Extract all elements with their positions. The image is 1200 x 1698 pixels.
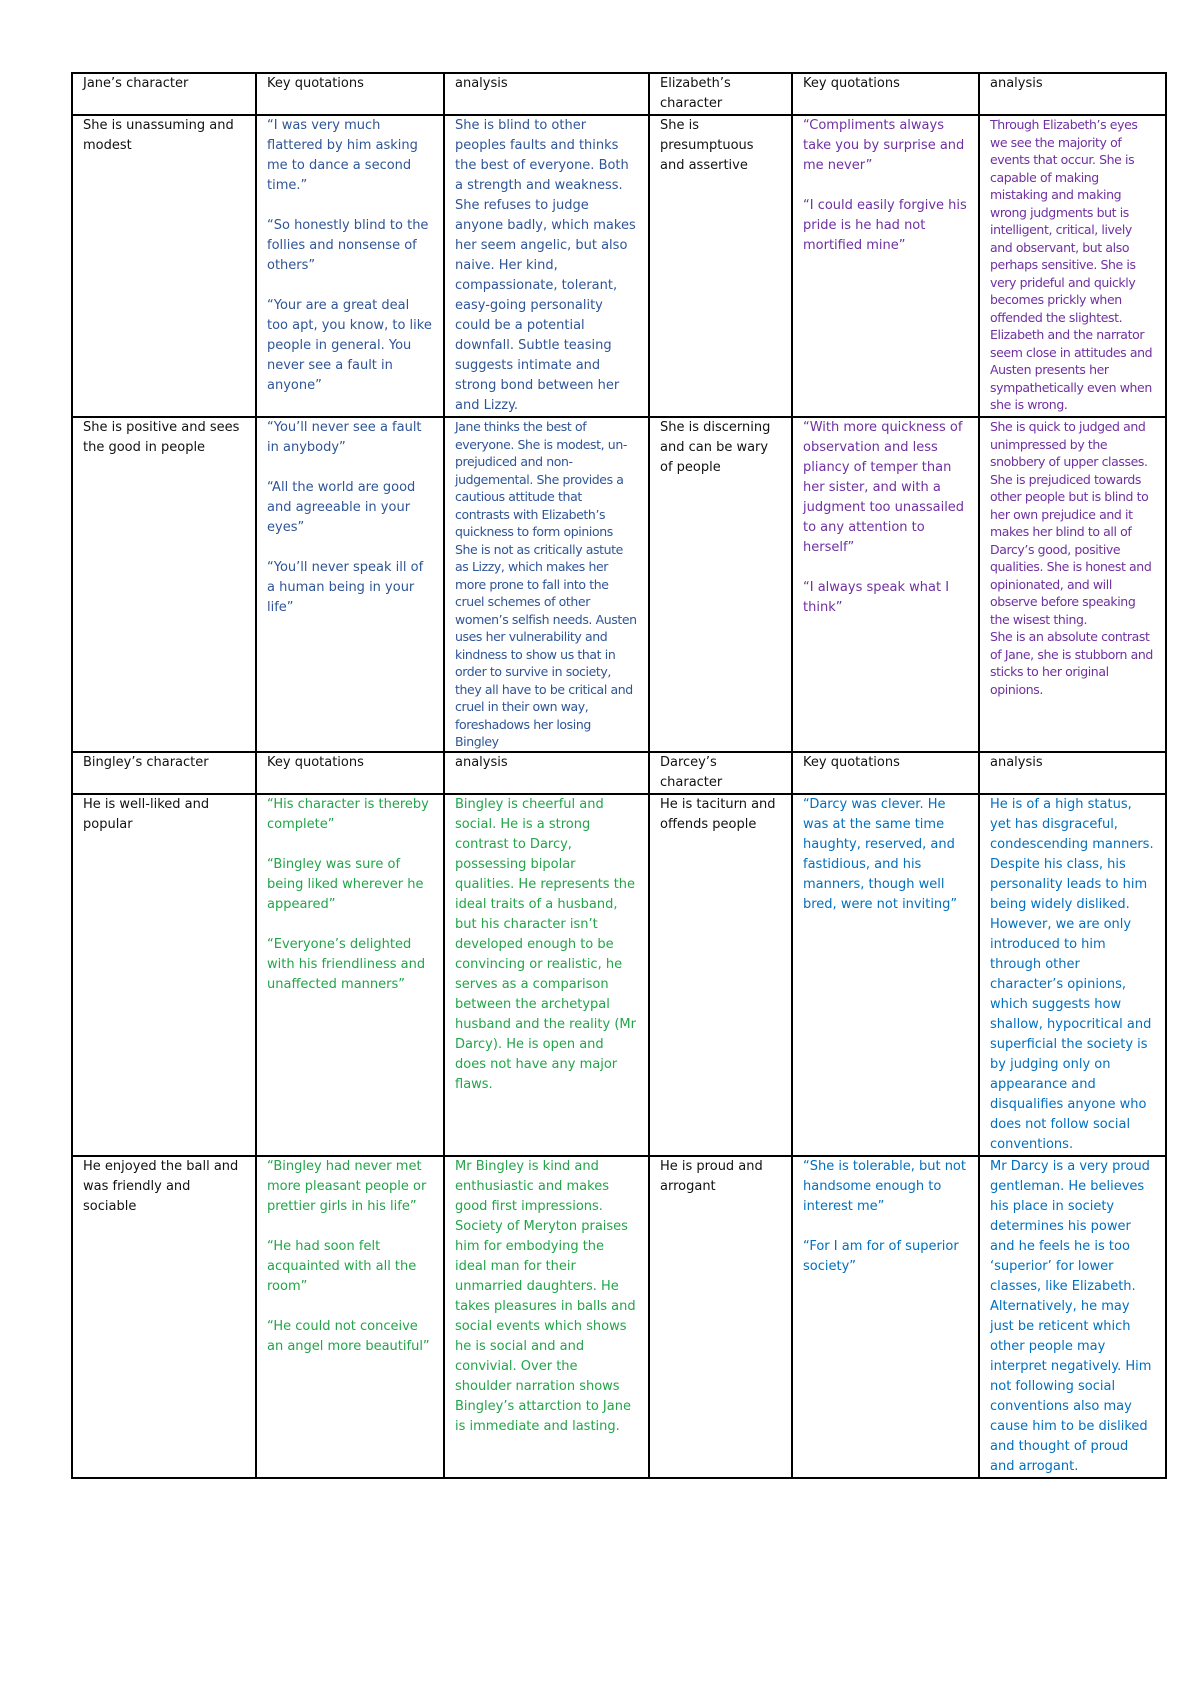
darcy-quotes-cell [792,794,979,1156]
header-analysis: analysis [455,76,508,91]
analysis-text: She is an absolute contrast of Jane, she is stubborn and sticks to her original opinions. [990,629,1153,697]
darcy-trait: He is proud and arrogant [660,1158,763,1194]
quote: “I could easily forgive his pride is he had not mortified mine” [803,198,967,253]
header-key-quotations: Key quotations [267,754,364,770]
analysis-text: She is not as critically astute as Lizzy, which makes her more prone to fall into the cruel schemes of other women’s selfish needs. Austen uses her vulnerability and kindness to show us that in order to survive in society, they all have to be critical and cruel in their own way, foreshadows her losing Bingley [455,541,637,749]
header-cell [649,752,792,794]
quote: “Compliments always take you by surprise and me never” [803,118,965,173]
darcy-trait-cell [649,1156,792,1478]
darcy-quotes-cell [792,1156,979,1478]
header-key-quotations: Key quotations [803,754,900,770]
jane-trait: She is positive and sees the good in people [83,420,240,455]
header-key-quotations: Key quotations [803,76,900,91]
header-cell [256,73,444,115]
bingley-quotes-cell [256,1156,444,1478]
bingley-quotes-cell [256,794,444,1156]
quote: “He had soon felt acquainted with all the room” [267,1238,417,1294]
analysis-text: He is of a high status, yet has disgraceful, condescending manners. Despite his class, his personality leads to him being widely disliked. However, we are only introduced to him through other character’s opinions, which suggests how shallow, hypocritical and superficial the society is by judging only on appearance and disqualifies anyone who does not follow social conventions. [990,796,1154,1152]
quote: “Darcy was clever. He was at the same time haughty, reserved, and fastidious, and his manners, though well bred, were not inviting” [803,796,958,912]
bingley-trait-cell [72,1156,256,1478]
bingley-analysis-cell [444,1156,649,1478]
header-cell [792,73,979,115]
quote: “I always speak what I think” [803,580,950,615]
header-analysis: analysis [990,76,1043,91]
jane-quotes-cell [256,115,444,417]
analysis-text: Bingley is cheerful and social. He is a strong contrast to Darcy, possessing bipolar qualities. He represents the ideal traits of a husband, but his character isn’t developed enough to be convincing or realistic, he serves as a comparison between the archetypal husband and the reality (Mr Darcy). He is open and does not have any major flaws. [455,796,636,1092]
header-bingley-character: Bingley’s character [83,754,209,770]
elizabeth-trait-cell [649,115,792,417]
quote: “Bingley had never met more pleasant people or prettier girls in his life” [267,1158,427,1214]
quote: “Your are a great deal too apt, you know, to like people in general. You never see a fault in anyone” [267,298,432,393]
analysis-text: Mr Bingley is kind and enthusiastic and makes good first impressions. Society of Meryton praises him for embodying the ideal man for their unmarried daughters. He takes pleasures in balls and social events which shows he is social and and convivial. Over the shoulder narration shows Bingley’s attarction to Jane is immediate and lasting. [455,1158,636,1434]
header-cell [979,73,1166,115]
analysis-text: She is quick to judged and unimpressed by the snobbery of upper classes. She is prejudiced towards other people but is blind to her own prejudice and it makes her blind to all of Darcy’s good, positive qualities. She is honest and opinionated, and will observe before speaking the wisest thing. [990,419,1152,627]
header-key-quotations: Key quotations [267,76,364,91]
jane-analysis-cell [444,115,649,417]
character-analysis-table [71,72,1167,1479]
analysis-text: She is blind to other peoples faults and thinks the best of everyone. Both a strength and weakness. She refuses to judge anyone badly, which makes her seem angelic, but also naive. Her kind, compassionate, tolerant, easy-going personality could be a potential downfall. Subtle teasing suggests intimate and strong bond between her and Lizzy. [455,118,636,413]
elizabeth-quotes-cell [792,417,979,752]
quote: “With more quickness of observation and less pliancy of temper than her sister, and with a judgment too unassailed to any attention to herself” [803,420,965,555]
jane-trait-cell [72,417,256,752]
jane-analysis-cell [444,417,649,752]
header-analysis: analysis [455,754,508,770]
bingley-trait: He enjoyed the ball and was friendly and sociable [83,1158,239,1214]
darcy-analysis-cell [979,1156,1166,1478]
darcy-analysis-cell [979,794,1166,1156]
elizabeth-analysis-cell [979,115,1166,417]
header-row-top [72,73,1166,115]
quote: “You’ll never see a fault in anybody” [267,420,422,455]
table-row [72,794,1166,1156]
header-row-bottom [72,752,1166,794]
header-cell [72,752,256,794]
jane-trait: She is unassuming and modest [83,118,234,153]
elizabeth-trait: She is discerning and can be wary of people [660,420,771,475]
table-row [72,1156,1166,1478]
header-jane-character: Jane’s character [83,76,189,91]
elizabeth-analysis-cell [979,417,1166,752]
jane-quotes-cell [256,417,444,752]
header-cell [979,752,1166,794]
darcy-trait: He is taciturn and offends people [660,796,776,832]
quote: “He could not conceive an angel more beautiful” [267,1318,430,1354]
bingley-analysis-cell [444,794,649,1156]
quote: “So honestly blind to the follies and nonsense of others” [267,218,429,273]
header-cell [792,752,979,794]
quote: “She is tolerable, but not handsome enough to interest me” [803,1158,966,1214]
quote: “All the world are good and agreeable in your eyes” [267,480,416,535]
header-analysis: analysis [990,754,1043,770]
header-cell [444,73,649,115]
header-cell [256,752,444,794]
bingley-trait: He is well-liked and popular [83,796,210,832]
bingley-trait-cell [72,794,256,1156]
analysis-text: Through Elizabeth’s eyes we see the majority of events that occur. She is capable of making mistaking and making wrong judgments but is intelligent, critical, lively and observant, but also perhaps sensitive. She is very prideful and quickly becomes prickly when offended the slightest. Elizabeth and the narrator seem close in attitudes and Austen presents her sympathetically even when she is wrong. [990,117,1153,412]
quote: “For I am for of superior society” [803,1238,959,1274]
quote: “You’ll never speak ill of a human being in your life” [267,560,424,615]
jane-trait-cell [72,115,256,417]
quote: “His character is thereby complete” [267,796,429,832]
header-darcey-character: Darcey’s character [660,754,723,790]
table-row [72,417,1166,752]
header-cell [444,752,649,794]
header-cell [72,73,256,115]
quote: “Bingley was sure of being liked wherever he appeared” [267,856,424,912]
quote: “I was very much flattered by him asking me to dance a second time.” [267,118,418,193]
darcy-trait-cell [649,794,792,1156]
table-row [72,115,1166,417]
header-cell [649,73,792,115]
header-elizabeth-character: Elizabeth’s character [660,76,731,111]
elizabeth-trait: She is presumptuous and assertive [660,118,754,173]
quote: “Everyone’s delighted with his friendliness and unaffected manners” [267,936,426,992]
elizabeth-trait-cell [649,417,792,752]
elizabeth-quotes-cell [792,115,979,417]
analysis-text: Mr Darcy is a very proud gentleman. He believes his place in society determines his power and he feels he is too ‘superior’ for lower classes, like Elizabeth. Alternatively, he may just be reticent which other people may interpret negatively. Him not following social conventions also may cause him to be disliked and thought of proud and arrogant. [990,1158,1152,1474]
analysis-text: Jane thinks the best of everyone. She is modest, un-prejudiced and non-judgemental. She provides a cautious attitude that contrasts with Elizabeth’s quickness to form opinions [455,419,627,539]
